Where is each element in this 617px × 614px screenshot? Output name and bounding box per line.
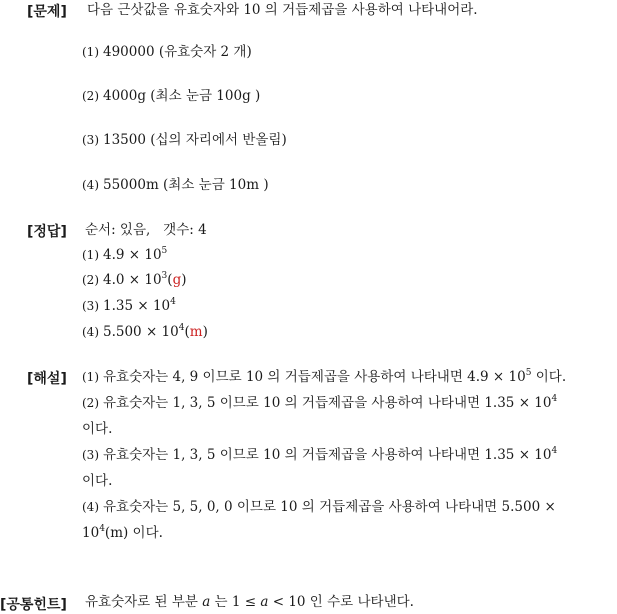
- explanation-text: 이다.: [82, 473, 113, 489]
- explanation-text: 이다.: [82, 421, 113, 437]
- item-number: (1): [82, 248, 99, 262]
- item-text: 4000g (최소 눈금 100g ): [103, 88, 261, 104]
- answer-item: [82, 297, 176, 315]
- answer-exponent: 5: [161, 245, 168, 256]
- explanation-exponent: 4: [551, 445, 558, 456]
- explanation-label: [해설]: [27, 371, 67, 387]
- problem-item: [82, 43, 252, 61]
- answer-exponent: 4: [178, 322, 185, 333]
- answer-mantissa: 5.500 × 10: [103, 324, 179, 340]
- explanation-text: 유효숫자는 4, 9 이므로 10 의 거듭제곱을 사용하여 나타내면 4.9 × 10: [103, 369, 526, 385]
- hint-text-part: 유효숫자로 된 부분: [85, 594, 203, 610]
- answer-item: (4) $5.500 \times 10^4(m)$: [82, 322, 208, 340]
- answer-unit: g: [172, 272, 182, 288]
- explanation-line: [82, 498, 556, 516]
- answer-exponent: 3: [161, 270, 168, 281]
- problem-label: [문제]: [27, 4, 67, 20]
- item-number: (3): [82, 299, 99, 313]
- answer-label: [정답]: [27, 224, 67, 240]
- explanation-exponent: 4: [99, 523, 105, 534]
- explanation-line: [82, 524, 163, 542]
- explanation-tail: 이다.: [531, 369, 567, 385]
- item-number: (2): [82, 89, 99, 103]
- answer-summary: 순서: 있음, 갯수: 4: [85, 222, 207, 238]
- item-number: (2): [82, 396, 99, 410]
- hint-text-part: < 10 인 수로 나타낸다.: [268, 594, 414, 610]
- explanation-text: 10: [82, 525, 100, 541]
- answer-mantissa: 1.35 × 10: [103, 298, 171, 314]
- item-number: (1): [82, 370, 99, 384]
- item-number: (4): [82, 500, 99, 514]
- answer-unit: m: [189, 324, 203, 340]
- answer-mantissa: 4.0 × 10: [103, 272, 162, 288]
- explanation-text: 유효숫자는 1, 3, 5 이므로 10 의 거듭제곱을 사용하여 나타내면 1.35 × 10: [103, 447, 552, 463]
- item-number: (2): [82, 273, 99, 287]
- explanation-text: 유효숫자는 5, 5, 0, 0 이므로 10 의 거듭제곱을 사용하여 나타내면 5.500 ×: [103, 499, 556, 515]
- answer-item: (2) $4.0 \times 10^3(g)$: [82, 270, 187, 288]
- problem-item: [82, 176, 269, 194]
- item-number: (4): [82, 325, 99, 339]
- hint-text: [85, 593, 414, 611]
- answer-exponent: 4: [170, 296, 176, 307]
- item-text: 13500 (십의 자리에서 반올림): [103, 132, 287, 148]
- explanation-line: [82, 394, 557, 412]
- explanation-line: [82, 446, 557, 464]
- answer-item: [82, 246, 167, 264]
- item-number: (3): [82, 448, 99, 462]
- item-number: (3): [82, 133, 99, 147]
- item-number: (1): [82, 45, 99, 59]
- item-text: 490000 (유효숫자 2 개): [103, 44, 252, 60]
- explanation-exponent: 4: [551, 393, 558, 404]
- answer-mantissa: 4.9 × 10: [103, 247, 162, 263]
- explanation-line: [82, 472, 112, 490]
- explanation-exponent: 5: [525, 367, 532, 378]
- hint-text-part: 는 1 ≤: [210, 594, 261, 610]
- problem-item: [82, 87, 260, 105]
- explanation-line: [82, 420, 112, 438]
- problem-item: [82, 131, 287, 149]
- problem-text: 다음 근삿값을 유효숫자와 10 의 거듭제곱을 사용하여 나타내어라.: [87, 2, 478, 18]
- explanation-tail: (m) 이다.: [104, 525, 163, 541]
- hint-variable: a: [260, 594, 269, 610]
- hint-variable: a: [202, 594, 211, 610]
- item-text: 55000m (최소 눈금 10m ): [103, 177, 269, 193]
- explanation-text: 유효숫자는 1, 3, 5 이므로 10 의 거듭제곱을 사용하여 나타내면 1.35 × 10: [103, 395, 552, 411]
- explanation-line: [82, 368, 566, 386]
- item-number: (4): [82, 178, 99, 192]
- hint-label: [공통힌트]: [0, 597, 67, 613]
